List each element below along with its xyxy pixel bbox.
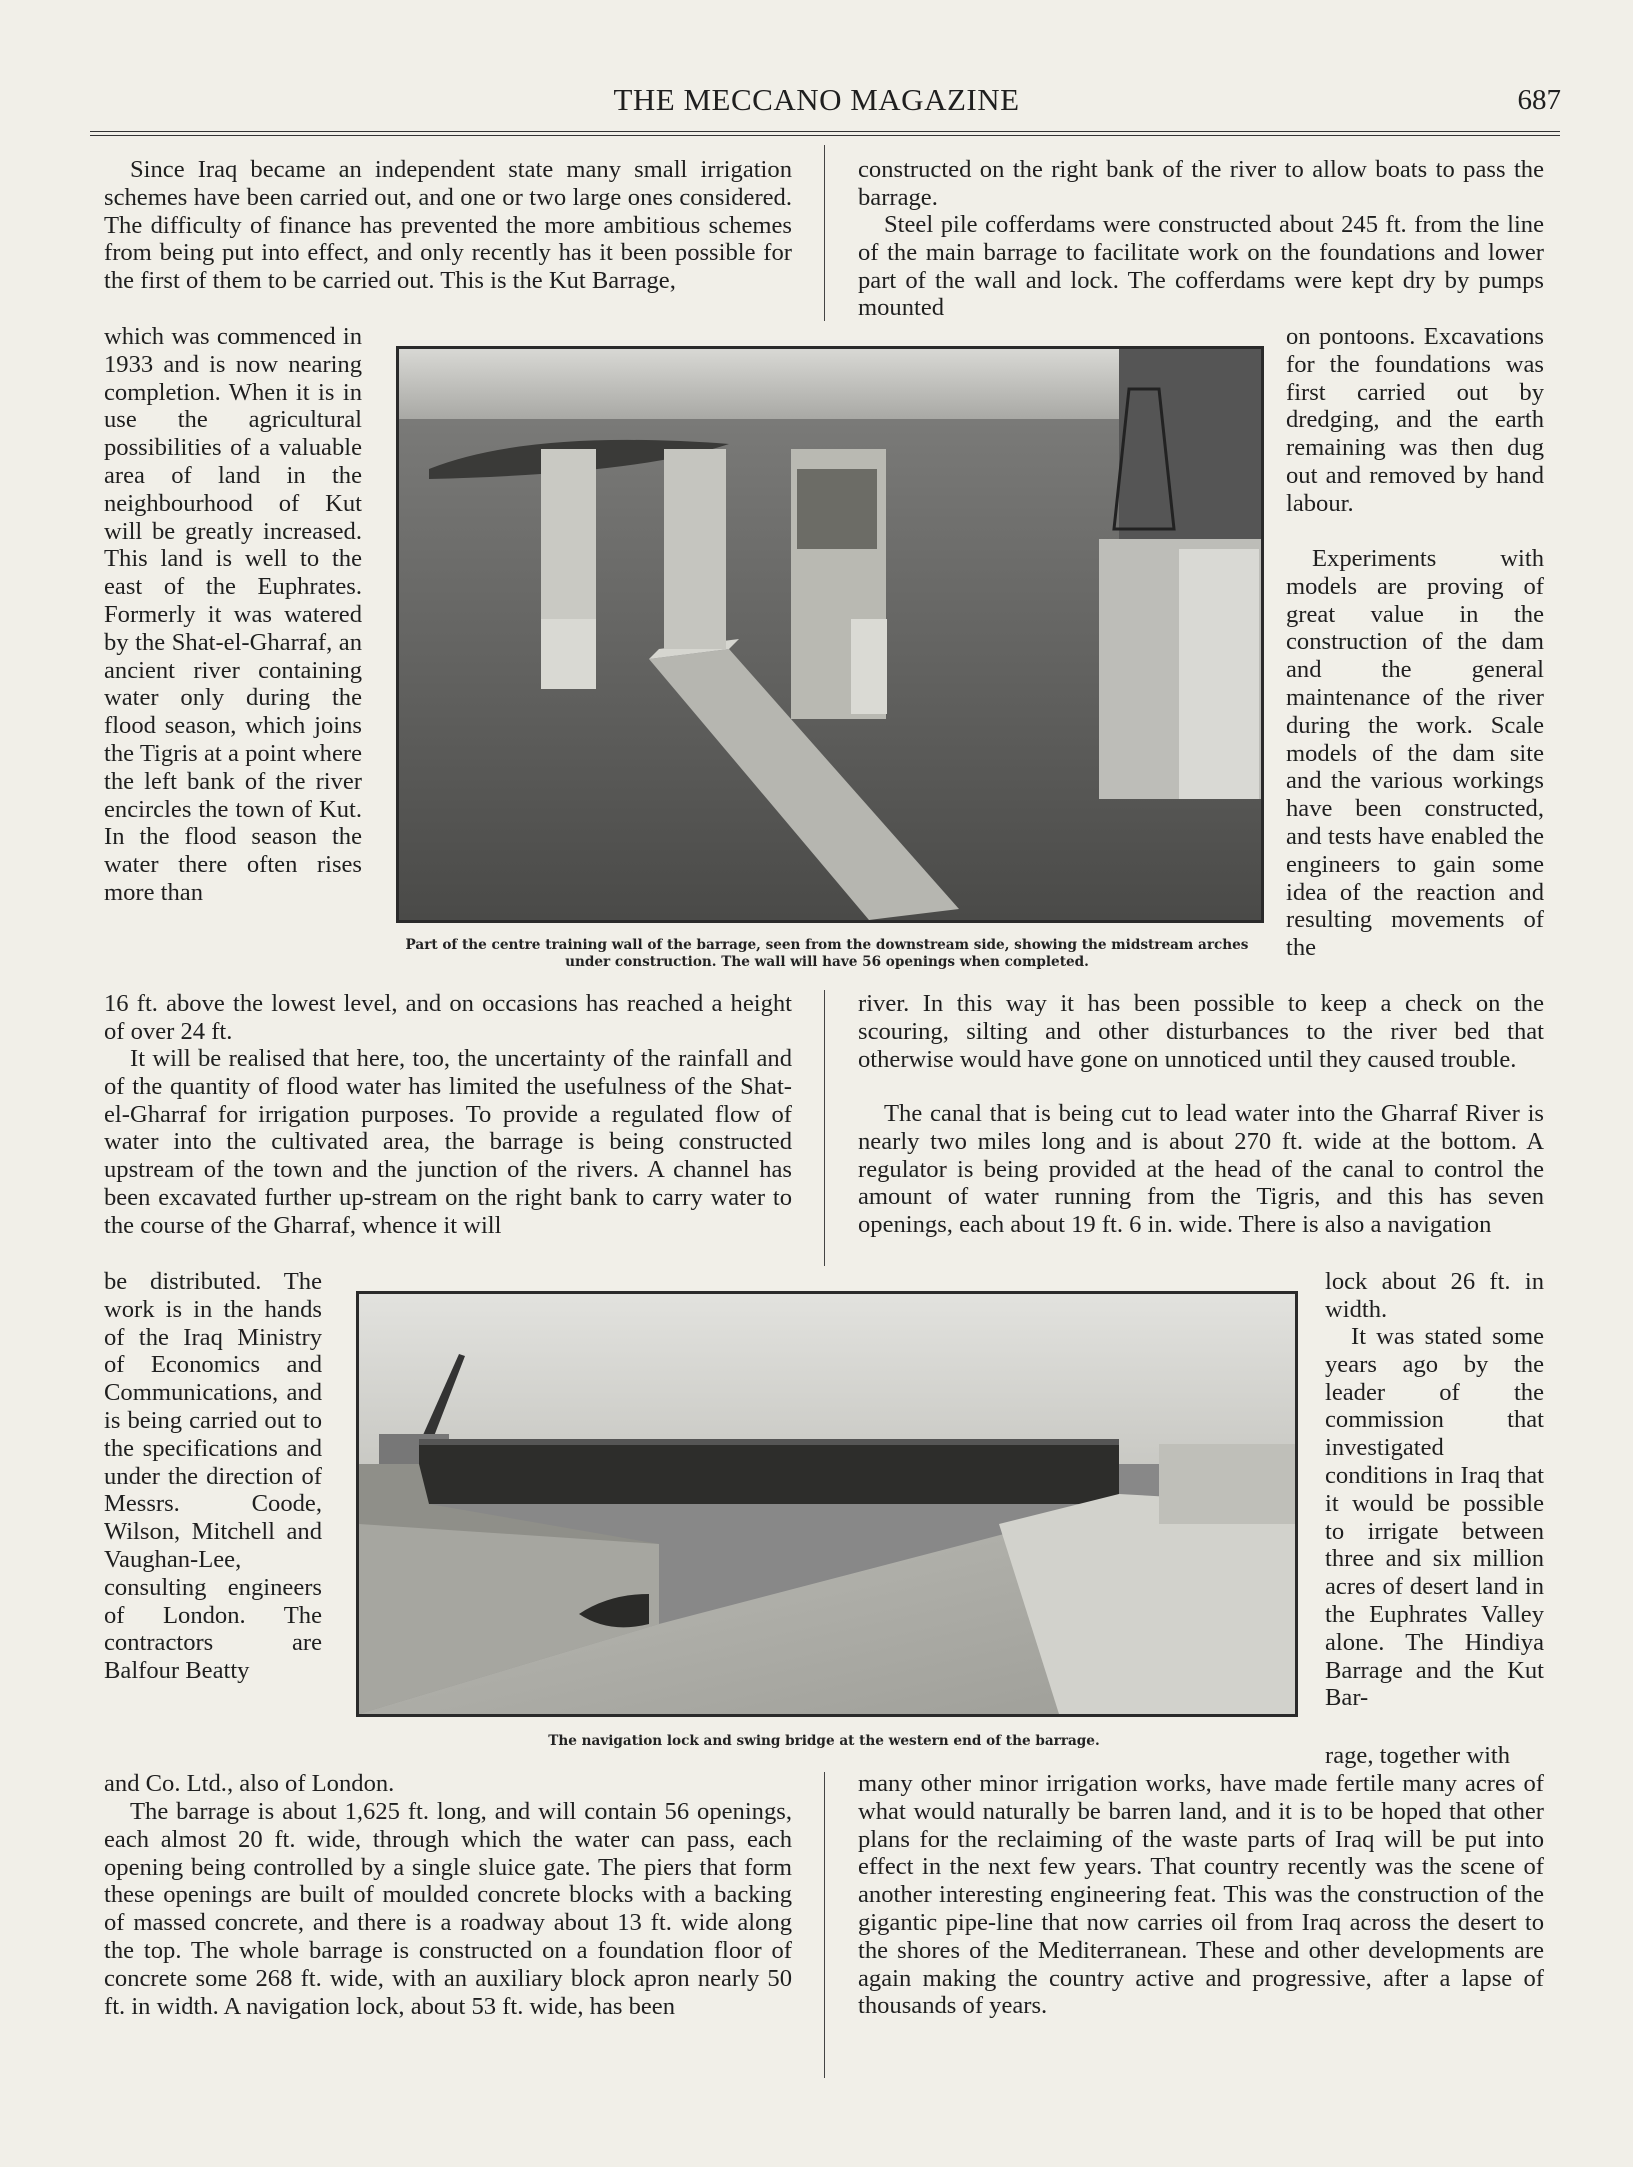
header-rule-thin — [90, 135, 1560, 136]
paragraph-models: Experiments with models are proving of great value in the construction of the dam and the general maintenance of the river during the work. Scale models of the dam site and the various workings have been constructed, and tests have enabled the engineers to gain some idea of the reaction and resulting movements of the — [1286, 545, 1544, 962]
paragraph-kut-barrage: which was commenced in 1933 and is now nearing completion. When it is in use the agricultural possibilities of a valuable area of land in the neighbourhood of Kut will be greatly increased. This land is well to the east of the Euphrates. Formerly it was watered by the Shat-el-Gharraf, an ancient river containing water only during the flood season, which joins the Tigris at a point where the left bank of the river encircles the town of Kut. In the flood season the water there often rises more than — [104, 323, 362, 906]
magazine-title: THE MECCANO MAGAZINE — [613, 82, 1020, 117]
column-divider-middle — [824, 990, 825, 1266]
paragraph-intro: Since Iraq became an independent state many small irrigation schemes have been carried out, and one or two large ones considered. The difficulty of finance has prevented the more ambitious schemes from being put into effect, and only recently has it been possible for the first of them to be carried out. This is the Kut Barrage, — [104, 156, 792, 295]
caption-navigation-lock: The navigation lock and swing bridge at the western end of the barrage. — [548, 1733, 1100, 1749]
paragraph-contractors-end: and Co. Ltd., also of London. — [104, 1770, 395, 1797]
training-wall-illustration — [399, 349, 1261, 920]
column-divider-top — [824, 145, 825, 321]
navigation-lock-illustration — [359, 1294, 1295, 1714]
header-rule — [90, 131, 1560, 132]
paragraph-commission: It was stated some years ago by the leader of the commission that investigated conditions in Iraq that it would be possible to irrigate between three and six million acres of desert land in the Euphrates Valley alone. The Hindiya Barrage and the Kut Bar- — [1325, 1323, 1544, 1712]
paragraph-contractors: be distributed. The work is in the hands of the Iraq Ministry of Economics and Communications, and is being carried out to the specifications and under the direction of Messrs. Coode, Wilson, Mitchell and Vaughan-Lee, consulting engineers of London. The contractors are Balfour Beatty — [104, 1268, 322, 1685]
caption-training-wall: Part of the centre training wall of the barrage, seen from the downstream side, showing the midstream arches under construction. The wall will have 56 openings when completed. — [405, 937, 1249, 970]
column-divider-bottom — [824, 1772, 825, 2078]
page-number: 687 — [1517, 84, 1561, 116]
paragraph-barrage-dimensions: The barrage is about 1,625 ft. long, and will contain 56 openings, each almost 20 ft. wide, through which the water can pass, each opening being controlled by a single sluice gate. The piers that form these openings are built of moulded concrete blocks with a backing of massed concrete, and there is a roadway about 13 ft. wide along the top. The whole barrage is constructed on a foundation floor of concrete some 268 ft. wide, with an auxiliary block apron nearly 50 ft. in width. A navigation lock, about 53 ft. wide, has been — [104, 1798, 792, 2020]
paragraph-lock-bank: constructed on the right bank of the river to allow boats to pass the barrage. — [858, 156, 1544, 211]
paragraph-regulated-flow: It will be realised that here, too, the uncertainty of the rainfall and of the quantity of flood water has limited the usefulness of the Shat-el-Gharraf for irrigation purposes. To provide a regulated flow of water into the cultivated area, the barrage is being constructed upstream of the town and the junction of the rivers. A channel has been excavated further up-stream on the right bank to carry water to the course of the Gharraf, whence it will — [104, 1045, 792, 1239]
paragraph-cofferdams: Steel pile cofferdams were constructed about 245 ft. from the line of the main barrage to facilitate work on the foundations and lower part of the wall and lock. The cofferdams were kept dry by pumps mounted — [858, 211, 1544, 322]
paragraph-flood-levels: 16 ft. above the lowest level, and on occasions has reached a height of over 24 ft. — [104, 990, 792, 1045]
paragraph-canal: The canal that is being cut to lead water into the Gharraf River is nearly two miles long and is about 270 ft. wide at the bottom. A regulator is being provided at the head of the canal to control the amount of water running from the Tigris, and this has seven openings, each about 19 ft. 6 in. wide. There is also a navigation — [858, 1100, 1544, 1239]
paragraph-navigation-lock: lock about 26 ft. in width. — [1325, 1268, 1544, 1323]
paragraph-excavations: on pontoons. Excavations for the foundations was first carried out by dredging, and the earth remaining was then dug out and removed by hand labour. — [1286, 323, 1544, 517]
paragraph-pipeline: many other minor irrigation works, have made fertile many acres of what would naturally be barren land, and it is to be hoped that other plans for the reclaiming of the waste parts of Iraq will be put into effect in the next few years. That country recently was the scene of another interesting engineering feat. This was the construction of the gigantic pipe-line that now carries oil from Iraq across the desert to the shores of the Mediterranean. These and other developments are again making the country active and progressive, after a lapse of thousands of years. — [858, 1770, 1544, 2020]
paragraph-river-check: river. In this way it has been possible to keep a check on the scouring, silting and other disturbances to the river bed that otherwise would have gone on unnoticed until they caused trouble. — [858, 990, 1544, 1073]
photo-navigation-lock — [356, 1291, 1298, 1717]
paragraph-commission-cont: rage, together with — [1325, 1742, 1511, 1769]
photo-training-wall — [396, 346, 1264, 923]
